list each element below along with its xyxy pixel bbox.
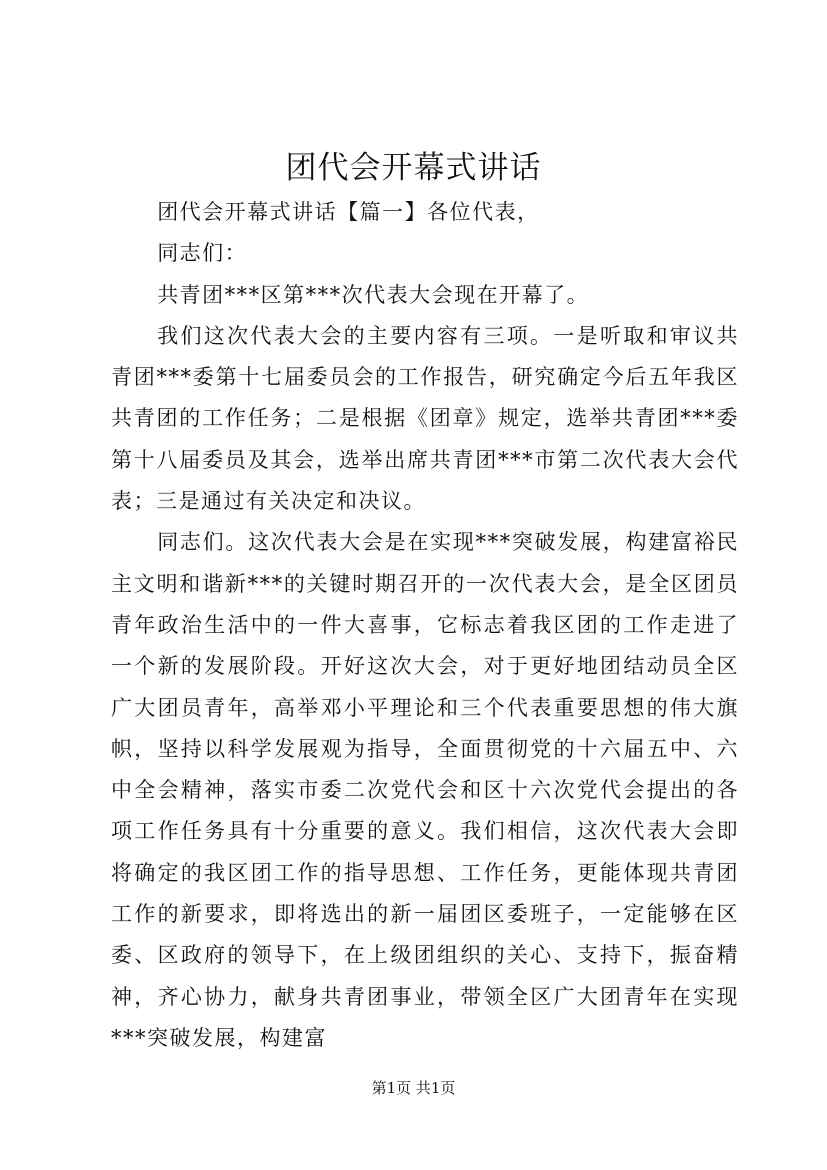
paragraph-greeting: 团代会开幕式讲话【篇一】各位代表，: [157, 200, 540, 224]
paragraph-opening: 共青团***区第***次代表大会现在开幕了。: [157, 282, 590, 307]
document-title: 团代会开幕式讲话: [285, 150, 542, 186]
page-footer: 第1页 共1页: [371, 1079, 456, 1097]
paragraph-significance: 同志们。这次代表大会是在实现***突破发展，构建富裕民主文明和谐新***的关键时期召开的一次代表大会，是全区团员青年政治生活中的一件大喜事，它标志着我区团的工作走进了一个新的发展阶段。开好这次大会，对于更好地团结动员全区广大团员青年，高举邓小平理论和三个代表重要思想的伟大旗帜，坚持以科学发展观为指导，全面贯彻党的十六届五中、六中全会精神，落实市委二次党代会和区十六次党代会提出的各项工作任务具有十分重要的意义。我们相信，这次代表大会即将确定的我区团工作的指导思想、工作任务，更能体现共青团工作的新要求，即将选出的新一届团区委班子，一定能够在区委、区政府的领导下，在上级团组织的关心、支持下，振奋精神，齐心协力，献身共青团事业，带领全区广大团青年在实现***突破发展，构建富: [111, 530, 739, 1050]
paragraph-comrades: 同志们：: [157, 241, 248, 266]
paragraph-agenda: 我们这次代表大会的主要内容有三项。一是听取和审议共青团***委第十七届委员会的工作报告，研究确定今后五年我区共青团的工作任务；二是根据《团章》规定，选举共青团***委第十八届委员及其会，选举出席共青团***市第二次代表大会代表；三是通过有关决定和决议。: [111, 323, 739, 514]
document-body: [111, 192, 739, 1059]
